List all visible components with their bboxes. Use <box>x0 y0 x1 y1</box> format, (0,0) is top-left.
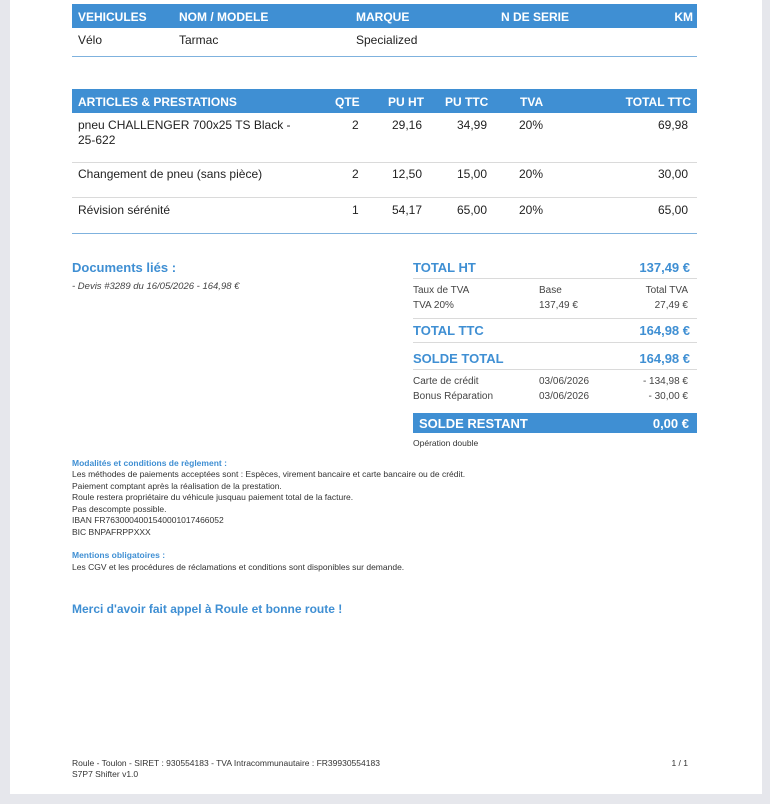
payment-method: Bonus Réparation <box>413 391 494 402</box>
mandatory-mentions-body: Les CGV et les procédures de réclamations et conditions sont disponibles sur demande. <box>72 562 405 572</box>
total-ttc-value: 164,98 € <box>639 323 690 338</box>
divider <box>413 278 697 279</box>
payment-terms-body <box>72 469 465 538</box>
articles-col-total: TOTAL TTC <box>625 95 691 109</box>
divider <box>413 318 697 319</box>
vehicles-col-vehicle: VEHICULES <box>78 10 147 24</box>
vehicles-col-km: KM <box>674 10 693 24</box>
operation-note: Opération double <box>413 438 479 448</box>
remaining-balance-bar <box>413 413 697 433</box>
divider <box>413 369 697 370</box>
articles-col-pu-ht: PU HT <box>388 95 424 109</box>
articles-col-vat: TVA <box>520 95 544 109</box>
article-vat: 20% <box>519 118 544 132</box>
terms-line: Roule restera propriétaire du véhicule jusquau paiement total de la facture. <box>72 492 354 502</box>
payment-date: 03/06/2026 <box>539 391 590 402</box>
payment-amount: - 134,98 € <box>642 376 688 387</box>
article-pu-ttc: 15,00 <box>456 167 487 181</box>
total-ht-value: 137,49 € <box>639 260 690 275</box>
article-pu-ht: 54,17 <box>391 203 422 217</box>
vehicle-model: Tarmac <box>179 33 219 47</box>
article-label: pneu CHALLENGER 700x25 TS Black - 25-622 <box>78 118 291 147</box>
article-label: Changement de pneu (sans pièce) <box>78 167 263 181</box>
vehicles-col-serial: N DE SERIE <box>501 10 570 24</box>
total-ht-label: TOTAL HT <box>413 260 476 275</box>
terms-line: Pas descompte possible. <box>72 503 167 514</box>
payment-amount: - 30,00 € <box>648 391 688 402</box>
articles-header <box>72 89 697 113</box>
terms-line: Les méthodes de paiements acceptées sont : Espèces, virement bancaire et carte bancaire ou de crédit. <box>72 469 466 479</box>
page-number: 1 / 1 <box>671 758 688 768</box>
mandatory-mentions-title: Mentions obligatoires : <box>72 550 166 560</box>
thank-you-message: Merci d'avoir fait appel à Roule et bonne route ! <box>72 602 343 616</box>
divider <box>413 342 697 343</box>
payment-method: Carte de crédit <box>413 376 479 387</box>
article-qty: 2 <box>352 167 359 181</box>
row-divider <box>72 162 697 163</box>
vat-total-header: Total TVA <box>645 285 688 296</box>
vat-rate-header: Taux de TVA <box>413 285 470 296</box>
vat-rate: TVA 20% <box>413 300 454 311</box>
article-qty: 2 <box>352 118 359 132</box>
vat-total: 27,49 € <box>654 300 688 311</box>
balance-total-value: 164,98 € <box>639 351 690 366</box>
articles-col-pu-ttc: PU TTC <box>445 95 489 109</box>
article-qty: 1 <box>352 203 359 217</box>
balance-total-label: SOLDE TOTAL <box>413 351 504 366</box>
article-total: 30,00 <box>657 167 688 181</box>
article-vat: 20% <box>519 167 544 181</box>
vehicle-type: Vélo <box>78 33 103 47</box>
article-pu-ht: 29,16 <box>391 118 422 132</box>
vehicles-header <box>72 4 697 28</box>
article-pu-ttc: 65,00 <box>456 203 487 217</box>
article-vat: 20% <box>519 203 544 217</box>
article-label: Révision sérénité <box>78 203 171 217</box>
total-ttc-label: TOTAL TTC <box>413 323 484 338</box>
articles-col-qty: QTE <box>335 95 360 109</box>
row-divider <box>72 197 697 198</box>
vat-base: 137,49 € <box>539 300 578 311</box>
footer-company-info: Roule - Toulon - SIRET : 930554183 - TVA Intracommunautaire : FR39930554183 <box>72 758 380 768</box>
vat-base-header: Base <box>539 285 562 296</box>
bic: BIC BNPAFRPPXXX <box>72 526 151 537</box>
iban: IBAN FR7630004001540001017466052 <box>72 515 224 525</box>
payment-terms-title: Modalités et conditions de règlement : <box>72 458 227 468</box>
vehicle-brand: Specialized <box>356 33 418 47</box>
vehicles-col-model: NOM / MODELE <box>179 10 269 24</box>
article-total: 65,00 <box>657 203 688 217</box>
vehicles-rule <box>72 56 697 57</box>
vehicles-col-brand: MARQUE <box>356 10 410 24</box>
article-total: 69,98 <box>657 118 688 132</box>
article-pu-ttc: 34,99 <box>456 118 487 132</box>
articles-col-label: ARTICLES & PRESTATIONS <box>78 95 237 109</box>
remaining-balance-label: SOLDE RESTANT <box>419 416 528 431</box>
linked-docs-title: Documents liés : <box>72 260 177 275</box>
remaining-balance-value: 0,00 € <box>652 416 689 431</box>
article-pu-ht: 12,50 <box>391 167 422 181</box>
payment-date: 03/06/2026 <box>539 376 590 387</box>
terms-line: Paiement comptant après la réalisation de la prestation. <box>72 480 282 491</box>
articles-rule <box>72 233 697 234</box>
footer-software: S7P7 Shifter v1.0 <box>72 769 139 779</box>
linked-doc-item[interactable]: - Devis #3289 du 16/05/2026 - 164,98 € <box>72 281 240 292</box>
invoice-page <box>10 0 762 794</box>
